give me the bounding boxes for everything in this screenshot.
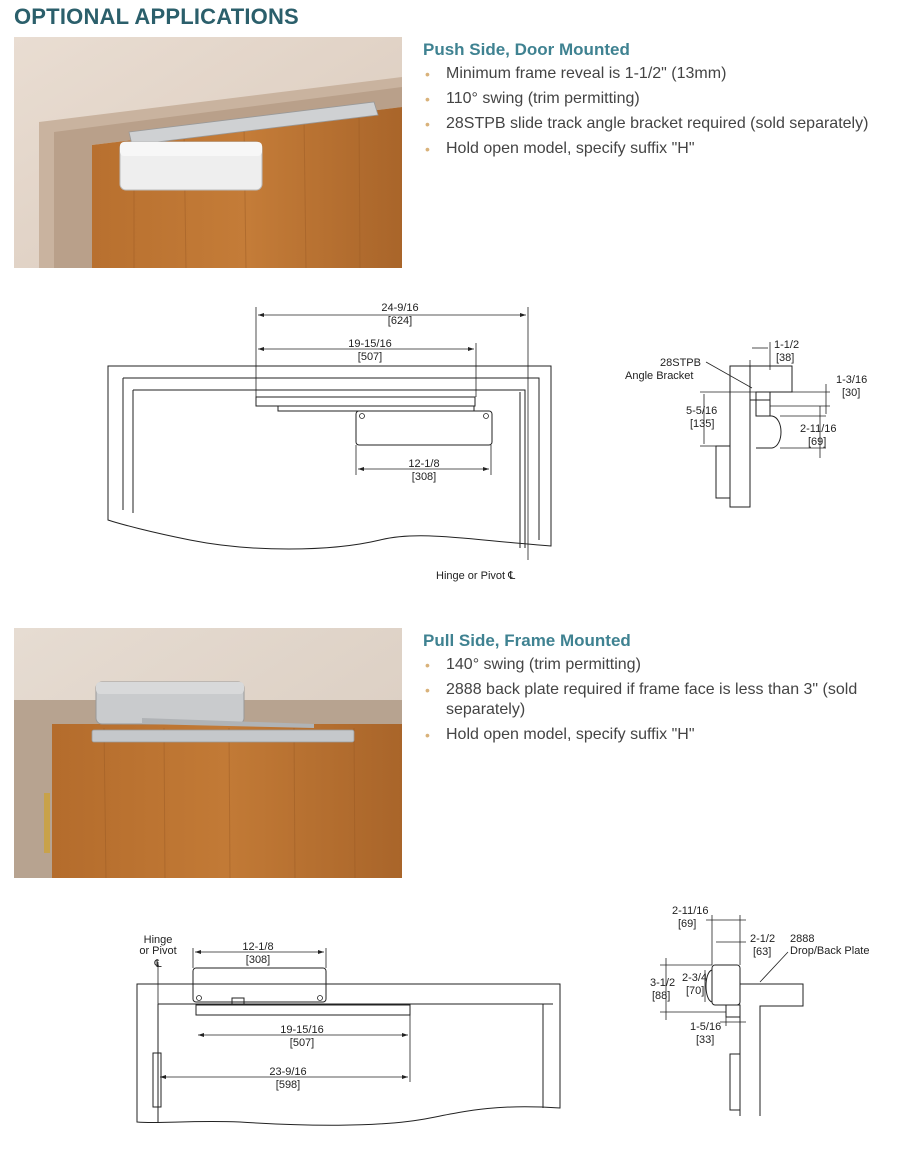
dim-624: [624] — [387, 315, 413, 327]
pull-hinge-label-1: Hinge — [143, 934, 173, 946]
list-item: • Hold open model, specify suffix "H" — [425, 726, 695, 743]
bullet-icon: • — [425, 657, 430, 673]
side-dim-5-5-16: 5-5/16 — [686, 405, 718, 417]
pull-dim-507: [507] — [289, 1037, 315, 1049]
pull-side-bullet-list — [423, 655, 893, 750]
side-dim-38: [38] — [776, 352, 795, 364]
side2-dim-1-5-16: 1-5/16 — [690, 1021, 722, 1033]
list-item: • 140° swing (trim permitting) — [425, 656, 641, 673]
side2-dim-70: [70] — [686, 985, 705, 997]
list-item: • 28STPB slide track angle bracket required (sold separately) — [425, 115, 869, 132]
side-dim-2-11-16: 2-11/16 — [800, 423, 837, 435]
side2-dim-69: [69] — [678, 918, 697, 930]
pull-dim-23-9-16: 23-9/16 — [269, 1066, 307, 1078]
pull-hinge-label-2: or Pivot — [139, 945, 177, 957]
side2-dim-2-3-4: 2-3/4 — [682, 972, 708, 984]
hinge-label: Hinge or Pivot ℄ — [436, 570, 516, 582]
bracket-label-2: Angle Bracket — [625, 370, 694, 382]
pull-dim-308: [308] — [245, 954, 271, 966]
side-dim-1-1-2: 1-1/2 — [774, 339, 800, 351]
bracket-label-1: 28STPB — [660, 357, 701, 369]
side2-dim-33: [33] — [696, 1034, 715, 1046]
plate-label-2: Drop/Back Plate — [790, 945, 870, 957]
pull-dim-598: [598] — [275, 1079, 301, 1091]
list-item: • Hold open model, specify suffix "H" — [425, 140, 695, 157]
side2-dim-2-11-16: 2-11/16 — [672, 905, 709, 917]
list-item: • Minimum frame reveal is 1-1/2" (13mm) — [425, 65, 727, 82]
side2-dim-88: [88] — [652, 990, 671, 1002]
dim-12-1-8: 12-1/8 — [408, 458, 440, 470]
push-side-bullet-list — [423, 64, 912, 164]
side-dim-30: [30] — [842, 387, 861, 399]
bullet-icon: • — [425, 141, 430, 157]
plate-label-1: 2888 — [790, 933, 815, 945]
side2-dim-2-1-2: 2-1/2 — [750, 933, 776, 945]
pull-hinge-symbol: ℄ — [154, 958, 162, 970]
pull-dim-19-15-16: 19-15/16 — [280, 1024, 324, 1036]
side-dim-69: [69] — [808, 436, 827, 448]
dim-308: [308] — [411, 471, 437, 483]
side2-dim-3-1-2: 3-1/2 — [650, 977, 676, 989]
bullet-icon: • — [425, 66, 430, 82]
side-dim-135: [135] — [690, 418, 715, 430]
pull-dim-12-1-8: 12-1/8 — [242, 941, 274, 953]
dim-507: [507] — [357, 351, 383, 363]
page-title: OPTIONAL APPLICATIONS — [14, 4, 299, 29]
pull-side-photo — [14, 628, 402, 878]
push-side-title: Push Side, Door Mounted — [423, 40, 630, 59]
bullet-icon: • — [425, 116, 430, 132]
pull-side-title: Pull Side, Frame Mounted — [423, 631, 631, 650]
bullet-icon: • — [425, 91, 430, 107]
dim-24-9-16: 24-9/16 — [381, 302, 419, 314]
list-item: • 2888 back plate required if frame face is less than 3" (sold separately) — [425, 681, 858, 718]
list-item: • 110° swing (trim permitting) — [425, 90, 640, 107]
push-side-photo — [14, 37, 402, 268]
side-dim-1-3-16: 1-3/16 — [836, 374, 868, 386]
bullet-icon: • — [425, 727, 430, 743]
dim-19-15-16: 19-15/16 — [348, 338, 392, 350]
side2-dim-63: [63] — [753, 946, 772, 958]
bullet-icon: • — [425, 682, 430, 698]
